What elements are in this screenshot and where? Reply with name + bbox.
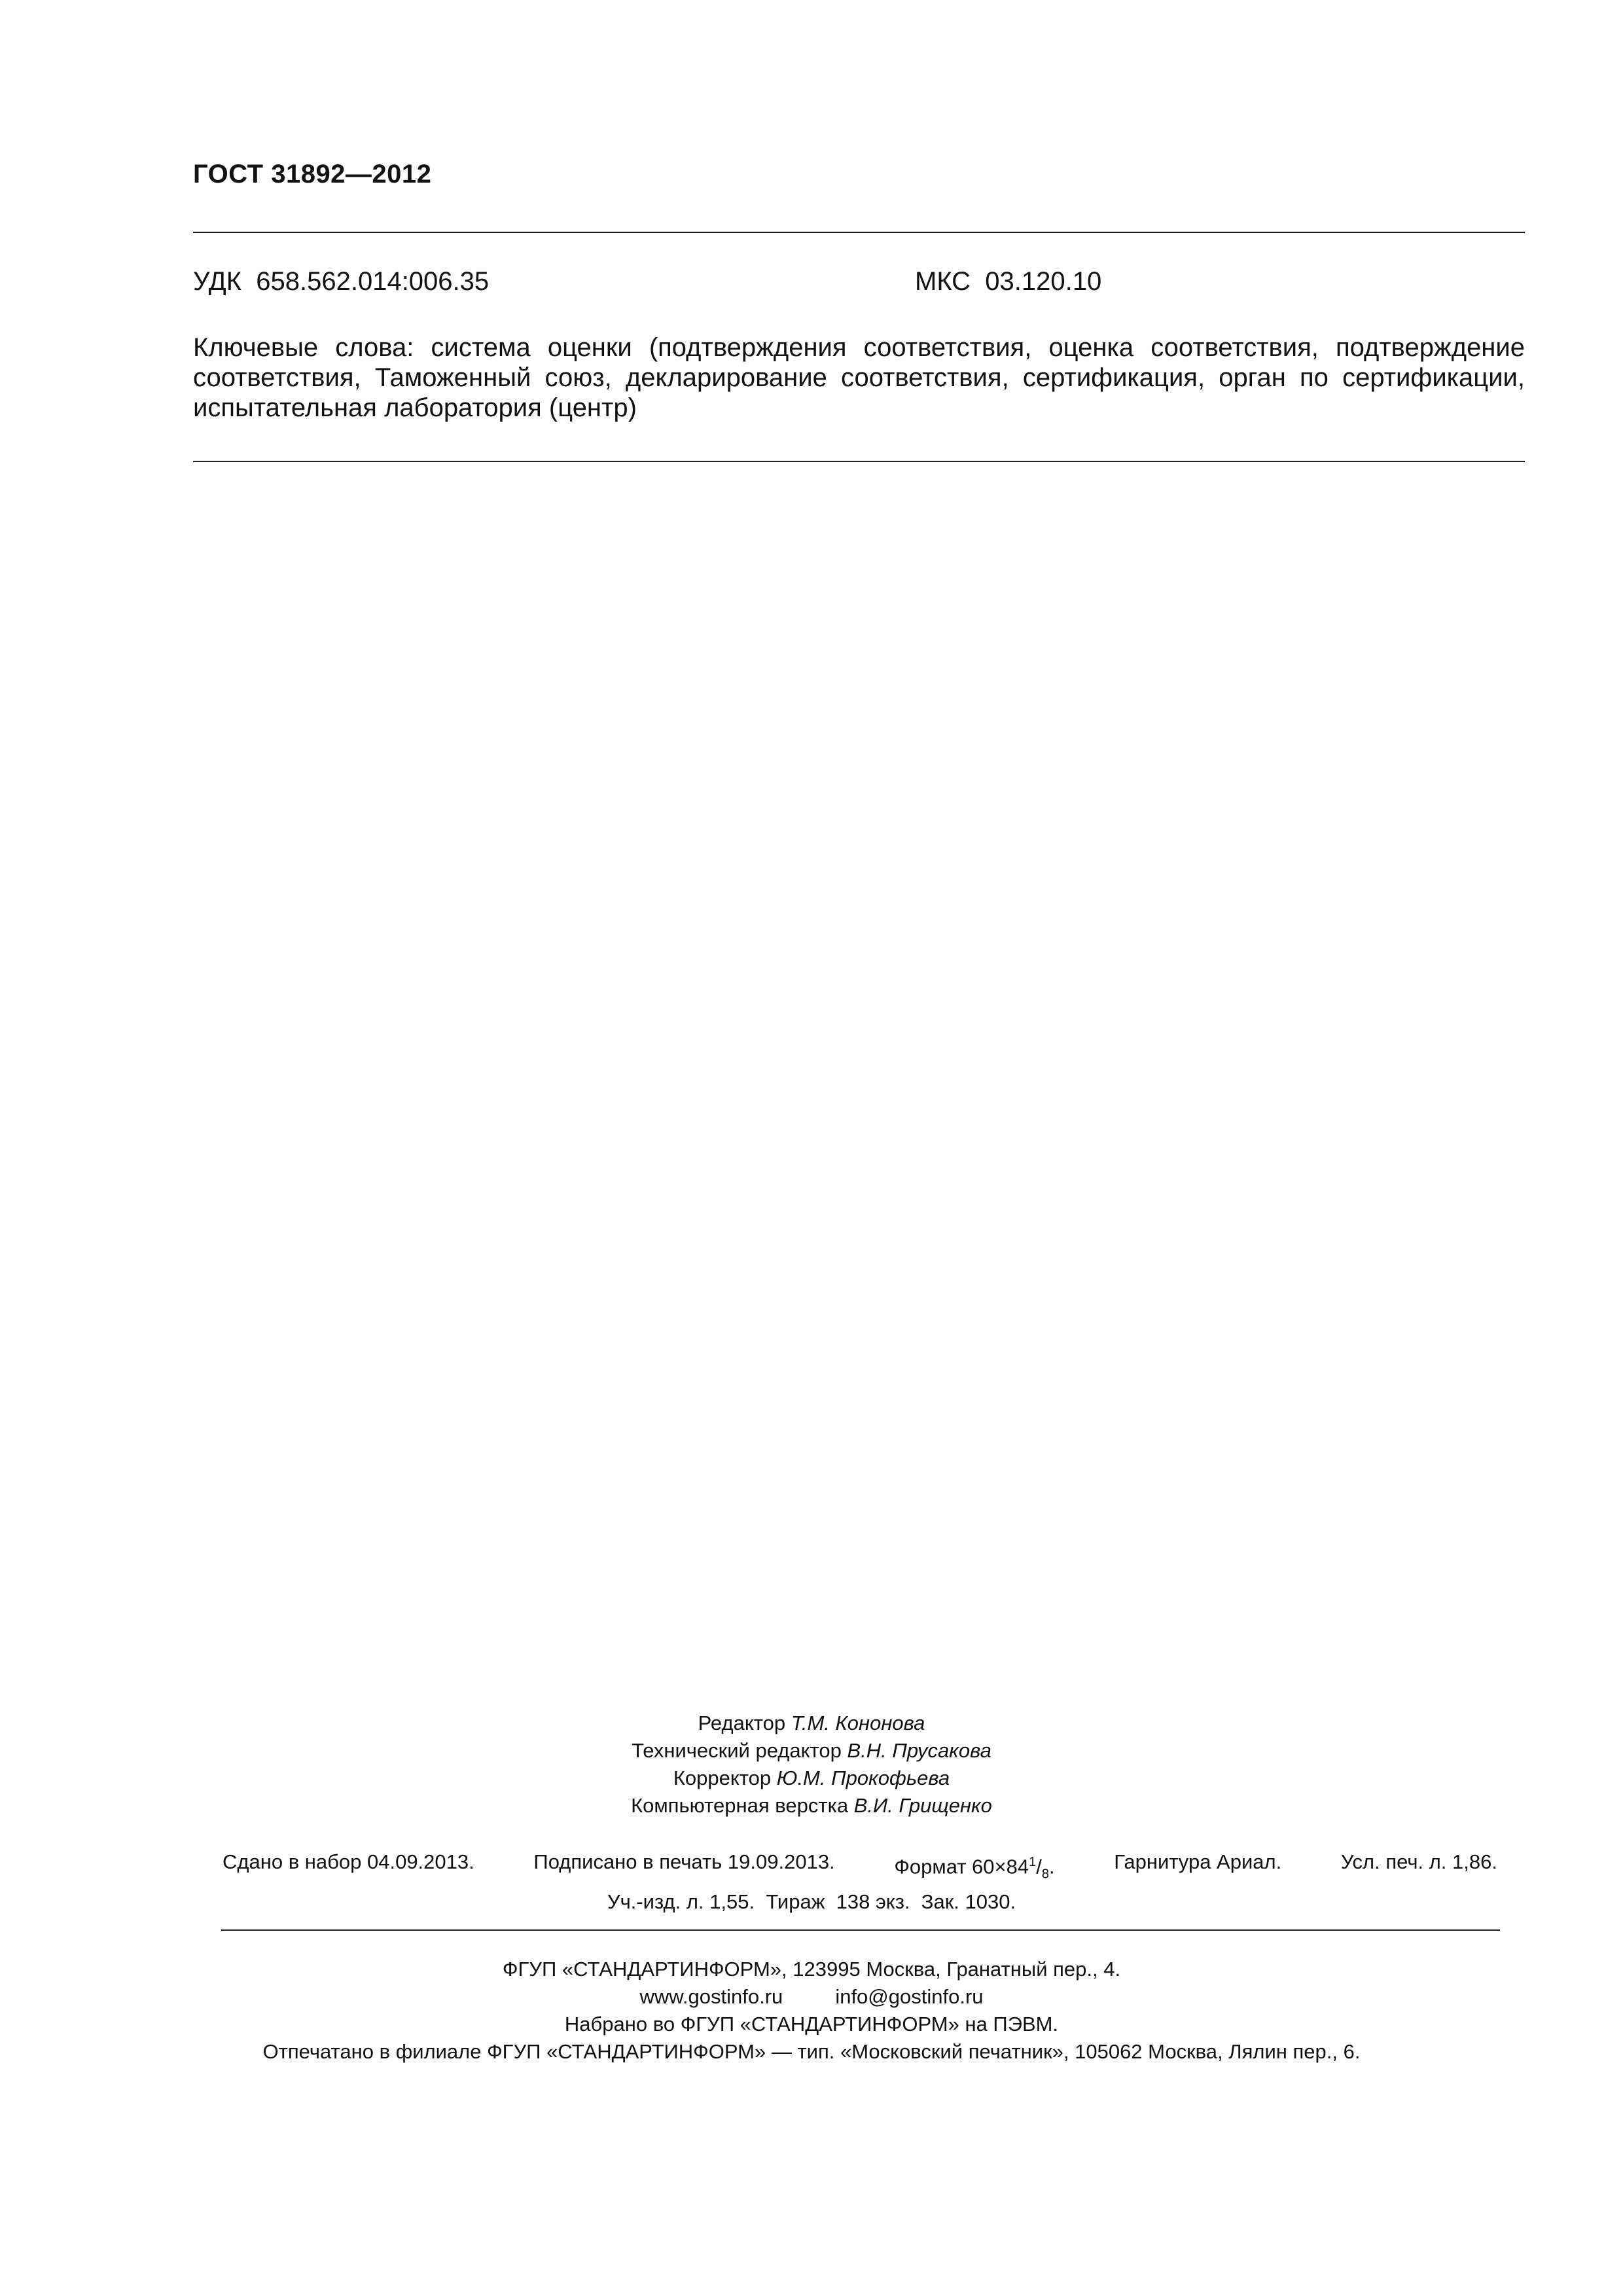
mks-code bbox=[915, 267, 1101, 296]
editor-credit bbox=[0, 1710, 1623, 1737]
publisher-imprint bbox=[0, 1956, 1623, 2066]
header-divider bbox=[193, 232, 1525, 233]
mks-value: 03.120.10 bbox=[985, 267, 1102, 296]
layout-credit bbox=[0, 1792, 1623, 1820]
typeface: Гарнитура Ариал. bbox=[1114, 1850, 1282, 1873]
udk-label: УДК bbox=[193, 267, 242, 296]
corrector-label: Корректор bbox=[673, 1767, 772, 1789]
typeset-note: Набрано во ФГУП «СТАНДАРТИНФОРМ» на ПЭВМ. bbox=[564, 2013, 1059, 2036]
standard-title: ГОСТ 31892—2012 bbox=[193, 160, 432, 188]
publication-details bbox=[0, 1848, 1623, 1916]
udk-code bbox=[193, 267, 489, 296]
tech-editor-label: Технический редактор bbox=[632, 1739, 842, 1762]
tech-editor-credit bbox=[0, 1737, 1623, 1765]
publisher-address: ФГУП «СТАНДАРТИНФОРМ», 123995 Москва, Гранатный пер., 4. bbox=[502, 1958, 1121, 1981]
udk-value: 658.562.014:006.35 bbox=[256, 267, 490, 296]
editor-name: Т.М. Кононова bbox=[791, 1712, 925, 1734]
signed-date: Подписано в печать 19.09.2013. bbox=[533, 1850, 835, 1873]
mks-label: МКС bbox=[915, 267, 971, 296]
imprint-divider bbox=[221, 1929, 1500, 1931]
email-link[interactable]: info@gostinfo.ru bbox=[835, 1985, 984, 2008]
tech-editor-name: В.Н. Прусакова bbox=[847, 1739, 991, 1762]
keywords-divider bbox=[193, 461, 1525, 462]
editor-label: Редактор bbox=[698, 1712, 786, 1734]
contact-line bbox=[0, 1983, 1623, 2011]
corrector-name: Ю.М. Прокофьева bbox=[776, 1767, 950, 1789]
layout-label: Компьютерная верстка bbox=[631, 1794, 849, 1817]
publication-row bbox=[223, 1848, 1497, 1888]
editorial-credits bbox=[0, 1710, 1623, 1820]
submitted-date: Сдано в набор 04.09.2013. bbox=[223, 1850, 474, 1873]
layout-name: В.И. Грищенко bbox=[853, 1794, 992, 1817]
website-link[interactable]: www.gostinfo.ru bbox=[639, 1985, 783, 2008]
print-sheets: Усл. печ. л. 1,86. bbox=[1340, 1850, 1497, 1873]
printed-note: Отпечатано в филиале ФГУП «СТАНДАРТИНФОРМ» — тип. «Московский печатник», 105062 Москва, Лялин пер., 6. bbox=[262, 2040, 1361, 2063]
corrector-credit bbox=[0, 1765, 1623, 1792]
edition-line: Уч.-изд. л. 1,55. Тираж 138 экз. Зак. 1030. bbox=[607, 1890, 1016, 1913]
paper-format: Формат $60\times 84^1/_8$. bbox=[894, 1855, 1055, 1882]
keywords-paragraph: Ключевые слова: система оценки (подтверждения соответствия, оценка соответствия, подтверждение соответствия, Таможенный союз, декларирование соответствия, сертификация, орган по сертификации, испытательная лаборатория (центр) bbox=[193, 333, 1525, 422]
